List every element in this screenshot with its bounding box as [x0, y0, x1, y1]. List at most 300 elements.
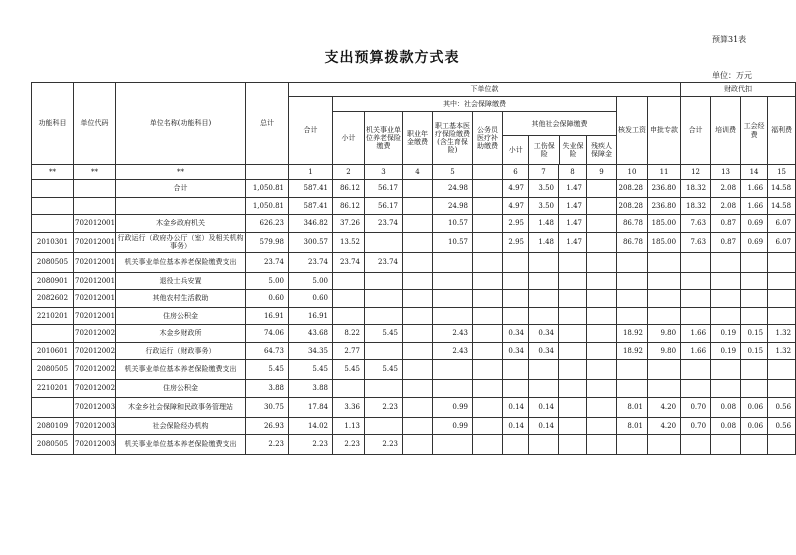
index-cell: 11 — [648, 165, 681, 180]
func-code-cell: 2210201 — [32, 307, 74, 325]
value-cell: 23.74 — [333, 252, 365, 272]
unit-name-cell: 机关事业单位基本养老保险缴费支出 — [116, 360, 246, 380]
unit-name-cell: 住房公积金 — [116, 307, 246, 325]
value-cell: 8.01 — [617, 417, 648, 435]
func-code-cell — [32, 180, 74, 198]
value-cell: 0.34 — [503, 325, 529, 343]
value-cell: 236.80 — [648, 180, 681, 198]
header-social-security: 其中：社会保障缴费 — [333, 97, 617, 112]
index-cell: ** — [116, 165, 246, 180]
value-cell — [559, 342, 587, 360]
value-cell — [741, 380, 768, 398]
value-cell: 0.69 — [741, 232, 768, 252]
unit-name-cell — [116, 197, 246, 215]
index-cell: 14 — [741, 165, 768, 180]
value-cell — [559, 397, 587, 417]
unit-code-cell: 702012001 — [74, 307, 116, 325]
value-cell: 34.35 — [289, 342, 333, 360]
value-cell: 18.32 — [681, 180, 711, 198]
unit-name-cell: 其他农村生活救助 — [116, 290, 246, 308]
value-cell — [741, 435, 768, 455]
value-cell — [768, 435, 796, 455]
unit-name-cell: 退役士兵安置 — [116, 272, 246, 290]
value-cell: 86.12 — [333, 197, 365, 215]
value-cell — [473, 252, 503, 272]
table-row — [32, 180, 796, 198]
value-cell: 300.57 — [289, 232, 333, 252]
value-cell: 5.00 — [246, 272, 289, 290]
unit-name-cell: 住房公积金 — [116, 380, 246, 398]
value-cell — [473, 307, 503, 325]
value-cell: 56.17 — [365, 180, 403, 198]
value-cell — [711, 360, 741, 380]
value-cell: 0.34 — [529, 325, 559, 343]
value-cell: 2.23 — [289, 435, 333, 455]
value-cell: 14.02 — [289, 417, 333, 435]
header-c8: 失业保险 — [559, 136, 586, 164]
value-cell: 5.45 — [289, 360, 333, 380]
value-cell: 0.87 — [711, 232, 741, 252]
value-cell — [403, 272, 433, 290]
table-row — [32, 325, 796, 343]
value-cell: 1.47 — [559, 232, 587, 252]
func-code-cell: 2010601 — [32, 342, 74, 360]
value-cell — [403, 342, 433, 360]
unit-name-cell: 行政运行（政府办公厅（室）及相关机构事务） — [117, 233, 244, 250]
func-code-cell — [32, 197, 74, 215]
value-cell: 3.50 — [529, 180, 559, 198]
index-cell: 9 — [587, 165, 617, 180]
value-cell: 579.98 — [246, 232, 289, 252]
value-cell — [741, 252, 768, 272]
func-code-cell: 2080505 — [32, 435, 74, 455]
value-cell: 18.92 — [617, 342, 648, 360]
index-cell: 13 — [711, 165, 741, 180]
value-cell — [403, 290, 433, 308]
table-row — [32, 397, 796, 417]
header-unit-code: 单位代码 — [74, 83, 116, 165]
value-cell — [403, 397, 433, 417]
value-cell — [365, 307, 403, 325]
value-cell: 1.32 — [768, 342, 796, 360]
value-cell: 0.14 — [529, 417, 559, 435]
value-cell: 1.47 — [559, 215, 587, 233]
value-cell: 6.07 — [768, 232, 796, 252]
unit-name-cell: 机关事业单位基本养老保险缴费支出 — [116, 252, 246, 272]
value-cell: 2.08 — [711, 180, 741, 198]
value-cell: 1.48 — [529, 215, 559, 233]
value-cell — [503, 360, 529, 380]
value-cell: 0.60 — [246, 290, 289, 308]
value-cell — [503, 252, 529, 272]
value-cell — [333, 307, 365, 325]
value-cell: 1.47 — [559, 197, 587, 215]
func-code-cell — [32, 397, 74, 417]
header-c9: 残疾人保障金 — [591, 142, 613, 159]
header-c5b: 公务员医疗补助缴费 — [473, 112, 503, 165]
value-cell: 1.66 — [741, 180, 768, 198]
value-cell — [559, 290, 587, 308]
value-cell: 0.15 — [741, 342, 768, 360]
unit-code-cell: 702012002 — [74, 380, 116, 398]
value-cell — [648, 307, 681, 325]
value-cell: 3.36 — [333, 397, 365, 417]
value-cell: 24.98 — [433, 197, 473, 215]
value-cell: 0.06 — [741, 397, 768, 417]
value-cell — [768, 272, 796, 290]
value-cell — [365, 290, 403, 308]
unit-name-cell: 机关事业单位基本养老保险缴费支出 — [116, 435, 246, 455]
value-cell — [587, 290, 617, 308]
value-cell — [559, 380, 587, 398]
value-cell: 2.43 — [433, 342, 473, 360]
table-row — [32, 232, 796, 252]
value-cell: 1.47 — [559, 180, 587, 198]
value-cell — [333, 272, 365, 290]
value-cell — [529, 435, 559, 455]
header-c7: 工伤保险 — [529, 136, 560, 164]
value-cell — [433, 380, 473, 398]
index-cell: 5 — [433, 165, 473, 180]
value-cell: 0.56 — [768, 417, 796, 435]
unit-code-cell — [74, 197, 116, 215]
value-cell — [587, 307, 617, 325]
value-cell: 2.95 — [503, 232, 529, 252]
value-cell: 0.99 — [433, 397, 473, 417]
header-other-social-group — [503, 112, 617, 165]
header-c10: 核发工资 — [617, 97, 648, 165]
value-cell: 587.41 — [289, 197, 333, 215]
value-cell — [681, 380, 711, 398]
value-cell — [403, 307, 433, 325]
value-cell: 5.45 — [365, 325, 403, 343]
func-code-cell: 2082602 — [32, 290, 74, 308]
value-cell: 346.82 — [289, 215, 333, 233]
value-cell: 1,050.81 — [246, 197, 289, 215]
value-cell — [503, 290, 529, 308]
index-cell: 2 — [333, 165, 365, 180]
value-cell: 1.32 — [768, 325, 796, 343]
value-cell — [503, 380, 529, 398]
func-code-cell — [32, 325, 74, 343]
value-cell: 1,050.81 — [246, 180, 289, 198]
value-cell — [741, 307, 768, 325]
value-cell — [503, 435, 529, 455]
value-cell: 8.01 — [617, 397, 648, 417]
unit-name-cell: 行政运行（财政事务） — [116, 342, 246, 360]
header-c6: 小计 — [503, 136, 529, 164]
value-cell: 2.77 — [333, 342, 365, 360]
value-cell: 10.57 — [433, 215, 473, 233]
unit-name-cell: 合计 — [116, 180, 246, 198]
value-cell: 14.58 — [768, 180, 796, 198]
value-cell: 5.45 — [333, 360, 365, 380]
header-func-code: 功能科目 — [32, 83, 74, 165]
table-row — [32, 307, 796, 325]
value-cell — [587, 380, 617, 398]
value-cell — [473, 272, 503, 290]
unit-name-cell: 木金乡政府机关 — [116, 215, 246, 233]
value-cell: 0.19 — [711, 342, 741, 360]
table-body — [32, 180, 796, 455]
func-code-cell: 2210201 — [32, 380, 74, 398]
value-cell: 10.57 — [433, 232, 473, 252]
value-cell — [333, 380, 365, 398]
value-cell: 0.56 — [768, 397, 796, 417]
value-cell — [711, 252, 741, 272]
value-cell — [587, 272, 617, 290]
value-cell: 0.06 — [741, 417, 768, 435]
value-cell — [365, 272, 403, 290]
unit-name-cell: 木金乡社会保障和民政事务管理站 — [116, 397, 246, 417]
value-cell: 64.73 — [246, 342, 289, 360]
value-cell: 37.26 — [333, 215, 365, 233]
value-cell — [617, 272, 648, 290]
value-cell: 0.14 — [529, 397, 559, 417]
value-cell: 6.07 — [768, 215, 796, 233]
header-unit-name: 单位名称(功能科目) — [116, 83, 246, 165]
value-cell: 185.00 — [648, 232, 681, 252]
value-cell: 26.93 — [246, 417, 289, 435]
value-cell — [473, 397, 503, 417]
value-cell — [587, 360, 617, 380]
header-c11: 申批专款 — [648, 97, 681, 165]
header-c3: 机关事业单位养老保险缴费 — [365, 112, 403, 165]
value-cell — [711, 435, 741, 455]
index-row — [32, 165, 796, 180]
func-code-cell: 2080505 — [32, 252, 74, 272]
value-cell — [587, 180, 617, 198]
value-cell — [741, 290, 768, 308]
value-cell: 1.66 — [681, 342, 711, 360]
func-code-cell: 2010301 — [32, 232, 74, 252]
value-cell — [473, 435, 503, 455]
value-cell: 5.45 — [365, 360, 403, 380]
func-code-cell: 2080505 — [32, 360, 74, 380]
value-cell: 208.28 — [617, 180, 648, 198]
value-cell — [681, 360, 711, 380]
value-cell — [681, 435, 711, 455]
header-c14: 工会经费 — [741, 97, 768, 165]
index-cell — [473, 165, 503, 180]
unit-label: 单位：万元 — [712, 71, 752, 80]
value-cell: 2.23 — [333, 435, 365, 455]
unit-code-cell: 702012002 — [74, 360, 116, 380]
value-cell — [681, 307, 711, 325]
unit-code-cell: 702012003 — [74, 435, 116, 455]
value-cell — [617, 380, 648, 398]
value-cell: 8.22 — [333, 325, 365, 343]
value-cell — [559, 417, 587, 435]
value-cell — [403, 180, 433, 198]
value-cell: 0.87 — [711, 215, 741, 233]
value-cell — [365, 380, 403, 398]
value-cell — [433, 307, 473, 325]
value-cell — [433, 290, 473, 308]
value-cell — [333, 290, 365, 308]
func-code-cell: 2080901 — [32, 272, 74, 290]
value-cell: 56.17 — [365, 197, 403, 215]
value-cell — [365, 342, 403, 360]
value-cell: 0.34 — [503, 342, 529, 360]
value-cell: 23.74 — [365, 252, 403, 272]
unit-name-cell: 社会保险经办机构 — [116, 417, 246, 435]
table-row — [32, 252, 796, 272]
func-code-cell — [32, 215, 74, 233]
value-cell — [711, 290, 741, 308]
value-cell — [403, 232, 433, 252]
value-cell — [648, 290, 681, 308]
value-cell: 3.88 — [289, 380, 333, 398]
value-cell — [473, 215, 503, 233]
value-cell: 0.08 — [711, 397, 741, 417]
table-row — [32, 197, 796, 215]
value-cell: 18.32 — [681, 197, 711, 215]
value-cell — [403, 252, 433, 272]
value-cell: 23.74 — [289, 252, 333, 272]
value-cell: 0.70 — [681, 397, 711, 417]
value-cell — [473, 325, 503, 343]
value-cell: 2.43 — [433, 325, 473, 343]
value-cell: 2.23 — [365, 397, 403, 417]
value-cell: 86.12 — [333, 180, 365, 198]
value-cell — [473, 360, 503, 380]
header-c12: 合计 — [681, 97, 711, 165]
value-cell: 23.74 — [246, 252, 289, 272]
header-transfer: 下单位款 — [289, 83, 681, 97]
value-cell: 3.88 — [246, 380, 289, 398]
index-cell: 7 — [529, 165, 559, 180]
index-cell: 4 — [403, 165, 433, 180]
value-cell: 0.19 — [711, 325, 741, 343]
unit-code-cell: 702012001 — [74, 272, 116, 290]
value-cell: 14.58 — [768, 197, 796, 215]
value-cell — [433, 252, 473, 272]
value-cell — [473, 232, 503, 252]
table-row — [32, 435, 796, 455]
value-cell: 5.45 — [246, 360, 289, 380]
unit-code-cell: 702012001 — [74, 232, 116, 252]
value-cell — [365, 417, 403, 435]
value-cell: 0.15 — [741, 325, 768, 343]
value-cell — [529, 360, 559, 380]
value-cell: 24.98 — [433, 180, 473, 198]
value-cell — [529, 252, 559, 272]
index-cell: 10 — [617, 165, 648, 180]
value-cell — [559, 325, 587, 343]
table-row — [32, 290, 796, 308]
index-cell: 1 — [289, 165, 333, 180]
value-cell — [473, 380, 503, 398]
value-cell: 185.00 — [648, 215, 681, 233]
value-cell: 17.84 — [289, 397, 333, 417]
value-cell — [587, 215, 617, 233]
value-cell — [648, 435, 681, 455]
value-cell: 2.95 — [503, 215, 529, 233]
value-cell: 0.99 — [433, 417, 473, 435]
header-xiaoji: 小计 — [333, 112, 365, 165]
header-c5: 职工基本医疗保险缴费(含生育保险) — [433, 112, 473, 165]
value-cell: 9.80 — [648, 325, 681, 343]
value-cell — [403, 417, 433, 435]
value-cell — [559, 435, 587, 455]
value-cell — [617, 290, 648, 308]
value-cell: 16.91 — [246, 307, 289, 325]
value-cell — [768, 290, 796, 308]
value-cell — [403, 435, 433, 455]
value-cell — [587, 232, 617, 252]
value-cell: 7.63 — [681, 215, 711, 233]
form-number: 预算31表 — [712, 35, 747, 44]
index-cell — [246, 165, 289, 180]
value-cell — [433, 360, 473, 380]
value-cell: 626.23 — [246, 215, 289, 233]
value-cell — [711, 272, 741, 290]
value-cell: 0.14 — [503, 397, 529, 417]
value-cell — [403, 325, 433, 343]
value-cell: 0.69 — [741, 215, 768, 233]
unit-code-cell: 702012001 — [74, 252, 116, 272]
value-cell — [648, 360, 681, 380]
value-cell: 2.23 — [246, 435, 289, 455]
value-cell — [503, 307, 529, 325]
value-cell — [503, 272, 529, 290]
index-cell: ** — [74, 165, 116, 180]
value-cell: 587.41 — [289, 180, 333, 198]
value-cell: 43.68 — [289, 325, 333, 343]
header-other-social: 其他社会保障缴费 — [503, 112, 616, 136]
table-row — [32, 215, 796, 233]
value-cell — [681, 252, 711, 272]
value-cell: 86.78 — [617, 215, 648, 233]
value-cell — [648, 272, 681, 290]
page-title: 支出预算拨款方式表 — [324, 50, 460, 66]
index-cell: 12 — [681, 165, 711, 180]
value-cell — [768, 380, 796, 398]
value-cell — [433, 435, 473, 455]
header-c13: 培训费 — [711, 97, 741, 165]
value-cell: 1.66 — [681, 325, 711, 343]
value-cell — [768, 360, 796, 380]
value-cell — [433, 272, 473, 290]
value-cell — [711, 380, 741, 398]
value-cell — [617, 360, 648, 380]
value-cell — [559, 360, 587, 380]
value-cell — [681, 272, 711, 290]
value-cell — [617, 252, 648, 272]
index-cell: ** — [32, 165, 74, 180]
value-cell: 1.48 — [529, 232, 559, 252]
unit-code-cell: 702012003 — [74, 417, 116, 435]
value-cell — [403, 360, 433, 380]
value-cell: 0.70 — [681, 417, 711, 435]
appropriation-table — [31, 82, 796, 455]
value-cell — [559, 272, 587, 290]
value-cell: 236.80 — [648, 197, 681, 215]
value-cell — [741, 360, 768, 380]
value-cell — [587, 325, 617, 343]
unit-code-cell: 702012001 — [74, 290, 116, 308]
index-cell: 6 — [503, 165, 529, 180]
value-cell — [648, 380, 681, 398]
value-cell: 4.97 — [503, 197, 529, 215]
unit-code-cell — [74, 180, 116, 198]
value-cell: 86.78 — [617, 232, 648, 252]
value-cell — [681, 290, 711, 308]
func-code-cell: 2080109 — [32, 417, 74, 435]
value-cell: 2.23 — [365, 435, 403, 455]
unit-code-cell: 702012003 — [74, 397, 116, 417]
